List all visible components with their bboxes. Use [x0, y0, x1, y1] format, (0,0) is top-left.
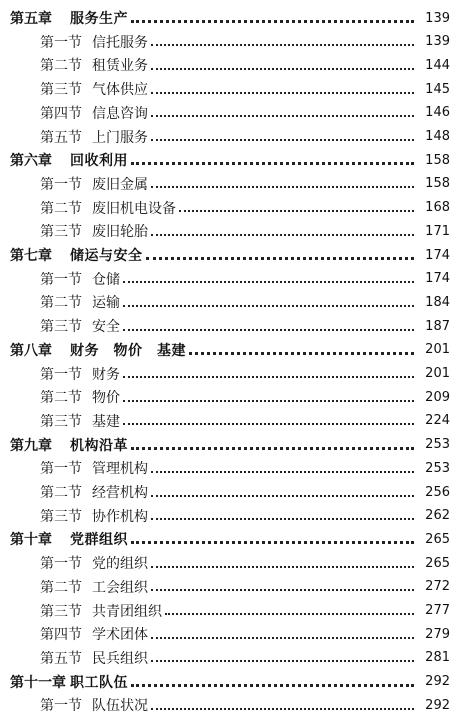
dot-leader: [131, 161, 414, 165]
chapter-title: 党群组织: [70, 532, 128, 549]
section-title: 基建: [92, 413, 120, 430]
section-title: 废旧金属: [92, 176, 148, 193]
section-title: 上门服务: [92, 129, 148, 146]
section-number: 第二节: [40, 200, 82, 217]
section-title: 气体供应: [92, 82, 148, 99]
dot-leader: [151, 494, 414, 497]
section-title: 安全: [92, 319, 120, 336]
section-title: 经营机构: [92, 485, 148, 501]
dot-leader: [179, 209, 414, 212]
toc-chapter-entry: [0, 148, 464, 172]
chapter-number: 第十一章: [10, 674, 66, 691]
toc-section-entry: [0, 125, 464, 149]
section-number: 第四节: [40, 105, 82, 122]
dot-leader: [151, 517, 414, 520]
chapter-title: 职工队伍: [70, 674, 128, 691]
toc-section-entry: [0, 172, 464, 196]
dot-leader: [165, 612, 414, 615]
dot-leader: [151, 233, 414, 236]
section-title: 共青团组织: [92, 603, 162, 620]
dot-leader: [151, 138, 414, 141]
page-number: 265: [425, 531, 450, 547]
dot-leader: [123, 280, 414, 283]
section-number: 第五节: [40, 129, 82, 146]
toc-section-entry: [0, 551, 464, 575]
dot-leader: [151, 565, 414, 568]
dot-leader: [151, 114, 414, 117]
page-number: 171: [425, 223, 450, 239]
toc-chapter-entry: [0, 433, 464, 457]
page-number: 292: [425, 697, 450, 713]
section-title: 信息咨询: [92, 105, 148, 122]
dot-leader: [151, 91, 414, 94]
toc-section-entry: [0, 385, 464, 409]
page-number: 148: [425, 129, 450, 144]
page-number: 277: [425, 603, 450, 618]
chapter-number: 第六章: [10, 153, 52, 170]
dot-leader: [151, 43, 414, 46]
toc-section-entry: [0, 314, 464, 338]
section-title: 废旧机电设备: [92, 200, 176, 217]
dot-leader: [123, 422, 414, 425]
section-number: 第三节: [40, 413, 82, 430]
toc-section-entry: [0, 290, 464, 314]
page-number: 139: [425, 10, 450, 26]
chapter-number: 第五章: [10, 11, 52, 27]
chapter-title: 财务 物价 基建: [70, 342, 186, 359]
dot-leader: [151, 470, 414, 473]
toc-section-entry: [0, 53, 464, 77]
chapter-number: 第八章: [10, 342, 52, 359]
section-title: 管理机构: [92, 461, 148, 478]
section-number: 第二节: [40, 579, 82, 596]
section-title: 信托服务: [92, 34, 148, 51]
dot-leader: [123, 304, 414, 307]
page-number: 265: [425, 555, 450, 571]
section-title: 队伍状况: [92, 698, 148, 715]
section-number: 第一节: [40, 556, 82, 573]
toc-section-entry: [0, 456, 464, 480]
dot-leader: [151, 67, 414, 70]
toc-section-entry: [0, 646, 464, 670]
page-number: 168: [425, 200, 450, 216]
page-number: 158: [425, 152, 450, 168]
toc-section-entry: [0, 196, 464, 220]
section-title: 租赁业务: [92, 58, 148, 75]
dot-leader: [151, 185, 414, 188]
toc-chapter-entry: [0, 338, 464, 362]
dot-leader: [123, 328, 414, 331]
toc-chapter-entry: [0, 243, 464, 267]
section-number: 第三节: [40, 319, 82, 336]
toc-section-entry: [0, 77, 464, 101]
page-number: 279: [425, 626, 450, 642]
dot-leader: [131, 540, 414, 544]
page-number: 281: [425, 650, 450, 666]
page-number: 145: [425, 81, 450, 97]
section-number: 第二节: [40, 485, 82, 501]
section-number: 第一节: [40, 366, 82, 383]
dot-leader: [151, 636, 414, 639]
page-number: 146: [425, 105, 450, 121]
toc-section-entry: [0, 622, 464, 646]
section-number: 第四节: [40, 627, 82, 644]
chapter-title: 服务生产: [70, 11, 128, 27]
toc-section-entry: [0, 504, 464, 528]
section-title: 民兵组织: [92, 650, 148, 667]
section-number: 第一节: [40, 176, 82, 193]
dot-leader: [131, 19, 414, 23]
section-number: 第一节: [40, 271, 82, 288]
section-title: 仓储: [92, 271, 120, 288]
chapter-title: 储运与安全: [70, 248, 143, 264]
section-title: 废旧轮胎: [92, 224, 148, 241]
section-number: 第三节: [40, 224, 82, 241]
toc-chapter-entry: [0, 527, 464, 551]
chapter-number: 第九章: [10, 437, 52, 454]
page-number: 253: [425, 460, 450, 476]
page-number: 201: [425, 342, 450, 358]
toc-section-entry: [0, 30, 464, 54]
section-title: 财务: [92, 366, 120, 383]
section-number: 第三节: [40, 508, 82, 525]
page-number: 262: [425, 508, 450, 524]
section-title: 协作机构: [92, 508, 148, 525]
page-number: 174: [425, 271, 450, 287]
section-title: 工会组织: [92, 579, 148, 596]
page-number: 201: [425, 366, 450, 381]
section-number: 第五节: [40, 650, 82, 667]
toc-section-entry: [0, 267, 464, 291]
page-number: 187: [425, 318, 450, 334]
page-number: 184: [425, 294, 450, 310]
section-number: 第二节: [40, 295, 82, 312]
page-number: 292: [425, 674, 450, 690]
dot-leader: [123, 375, 414, 378]
dot-leader: [131, 683, 414, 687]
toc-section-entry: [0, 480, 464, 504]
page-number: 144: [425, 57, 450, 73]
toc-section-entry: [0, 101, 464, 125]
section-title: 运输: [92, 295, 120, 312]
section-number: 第二节: [40, 58, 82, 75]
dot-leader: [151, 659, 414, 662]
section-number: 第一节: [40, 34, 82, 51]
dot-leader: [151, 588, 414, 591]
chapter-title: 回收利用: [70, 153, 128, 170]
chapter-number: 第十章: [10, 532, 52, 549]
dot-leader: [131, 446, 414, 450]
section-number: 第一节: [40, 698, 82, 715]
page-number: 139: [425, 34, 450, 50]
page-number: 272: [425, 579, 450, 595]
page-number: 209: [425, 389, 450, 405]
toc-section-entry: [0, 362, 464, 386]
chapter-title: 机构沿革: [70, 437, 128, 454]
section-number: 第一节: [40, 461, 82, 478]
page-number: 174: [425, 247, 450, 263]
toc-section-entry: [0, 693, 464, 717]
section-title: 物价: [92, 390, 120, 407]
dot-leader: [151, 707, 414, 710]
dot-leader: [189, 351, 414, 355]
page-number: 256: [425, 484, 450, 500]
section-number: 第三节: [40, 82, 82, 99]
page-number: 224: [425, 413, 450, 429]
section-number: 第三节: [40, 603, 82, 620]
toc-section-entry: [0, 219, 464, 243]
section-number: 第二节: [40, 390, 82, 407]
dot-leader: [146, 256, 415, 260]
toc-section-entry: [0, 575, 464, 599]
page-number: 253: [425, 437, 450, 453]
toc-chapter-entry: [0, 670, 464, 694]
page-number: 158: [425, 176, 450, 192]
dot-leader: [123, 399, 414, 402]
toc-section-entry: [0, 409, 464, 433]
toc-chapter-entry: [0, 6, 464, 30]
chapter-number: 第七章: [10, 248, 52, 264]
section-title: 学术团体: [92, 627, 148, 644]
section-title: 党的组织: [92, 556, 148, 573]
toc-section-entry: [0, 599, 464, 623]
